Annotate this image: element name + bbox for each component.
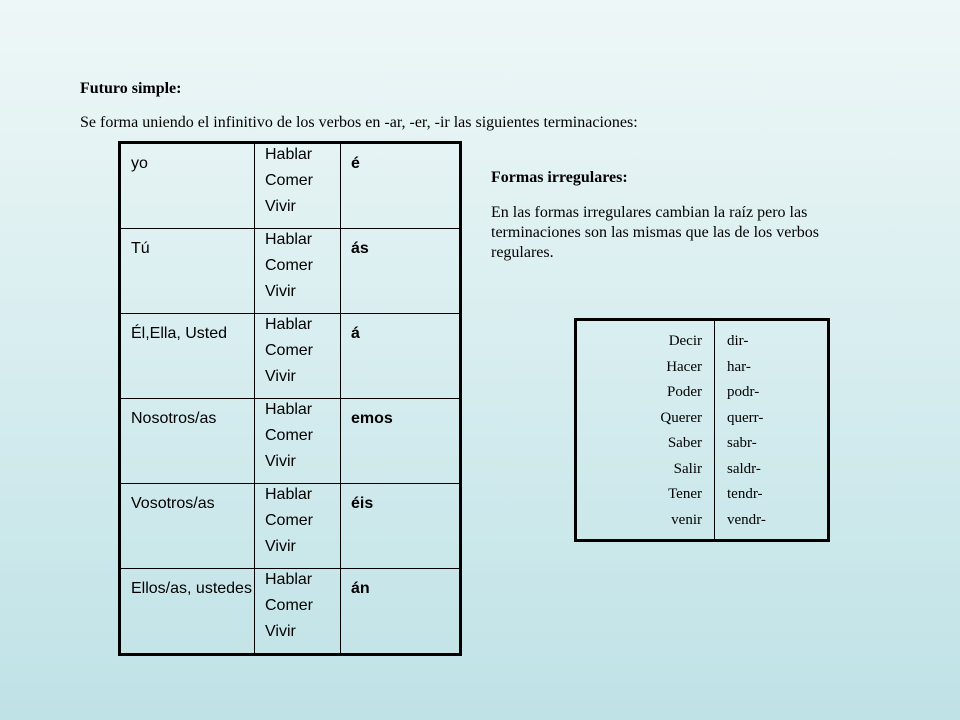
stem-saldr: saldr- <box>727 460 761 477</box>
stem-vendr: vendr- <box>727 511 766 528</box>
verb-comer: Comer <box>265 512 314 529</box>
table-row <box>120 229 461 314</box>
pronoun-cell: Él,Ella, Usted <box>131 325 228 342</box>
verb-hablar: Hablar <box>265 401 313 418</box>
stem-dir: dir- <box>727 333 749 349</box>
table-row <box>120 143 461 229</box>
irregular-text: En las formas irregulares cambian la raíz pero las terminaciones son las mismas que las de los verbos regulares. <box>491 204 819 261</box>
verbs-cell <box>265 567 340 651</box>
verb-hablar: Hablar <box>265 571 313 588</box>
stem-podr: podr- <box>727 384 760 400</box>
stem-sabr: sabr- <box>727 435 757 451</box>
table-row <box>120 484 461 569</box>
ending-cell: án <box>351 580 370 597</box>
ending-cell: éis <box>351 495 374 512</box>
table-row <box>576 320 829 541</box>
verb-vivir: Vivir <box>265 623 296 640</box>
verbs-cell <box>265 482 340 566</box>
verbs-cell <box>265 397 340 481</box>
infinitive-poder: Poder <box>667 384 702 400</box>
table-row <box>120 314 461 399</box>
verb-comer: Comer <box>265 597 314 614</box>
stem-tendr: tendr- <box>727 486 763 502</box>
verb-vivir: Vivir <box>265 538 296 555</box>
infinitive-hacer: Hacer <box>666 358 702 375</box>
conjugation-table <box>118 141 462 656</box>
infinitive-tener: Tener <box>668 486 702 502</box>
verb-hablar: Hablar <box>265 231 313 248</box>
pronoun-cell: yo <box>131 155 148 172</box>
infinitive-salir: Salir <box>673 460 702 477</box>
verb-vivir: Vivir <box>265 368 296 385</box>
verb-vivir: Vivir <box>265 198 296 215</box>
stems-cell <box>715 320 829 541</box>
ending-cell: á <box>351 325 360 342</box>
verb-comer: Comer <box>265 257 314 274</box>
irregular-title: Formas irregulares: <box>491 169 628 186</box>
infinitives-cell <box>576 320 715 541</box>
verbs-cell <box>265 227 340 311</box>
stem-querr: querr- <box>727 409 764 426</box>
verbs-cell <box>265 312 340 396</box>
verb-hablar: Hablar <box>265 316 313 333</box>
infinitive-venir: venir <box>671 511 702 528</box>
verb-comer: Comer <box>265 427 314 444</box>
infinitive-decir: Decir <box>668 333 702 349</box>
verb-hablar: Hablar <box>265 146 313 163</box>
ending-cell: emos <box>351 410 393 427</box>
pronoun-cell: Tú <box>131 240 150 257</box>
irregular-table <box>574 318 830 542</box>
ending-cell: ás <box>351 240 369 257</box>
ending-cell: é <box>351 155 360 172</box>
verb-vivir: Vivir <box>265 453 296 470</box>
verb-comer: Comer <box>265 172 314 189</box>
infinitive-saber: Saber <box>667 435 702 451</box>
verbs-cell <box>265 142 340 226</box>
verb-hablar: Hablar <box>265 486 313 503</box>
verb-vivir: Vivir <box>265 283 296 300</box>
table-row <box>120 569 461 655</box>
table-row <box>120 399 461 484</box>
intro-text: Se forma uniendo el infinitivo de los verbos en -ar, -er, -ir las siguientes terminaciones: <box>80 114 638 131</box>
pronoun-cell: Vosotros/as <box>131 495 215 512</box>
infinitive-querer: Querer <box>660 409 702 426</box>
stem-har: har- <box>727 358 751 375</box>
verb-comer: Comer <box>265 342 314 359</box>
heading-futuro-simple: Futuro simple: <box>80 80 182 97</box>
pronoun-cell: Nosotros/as <box>131 410 217 427</box>
pronoun-cell: Ellos/as, ustedes <box>131 580 252 597</box>
